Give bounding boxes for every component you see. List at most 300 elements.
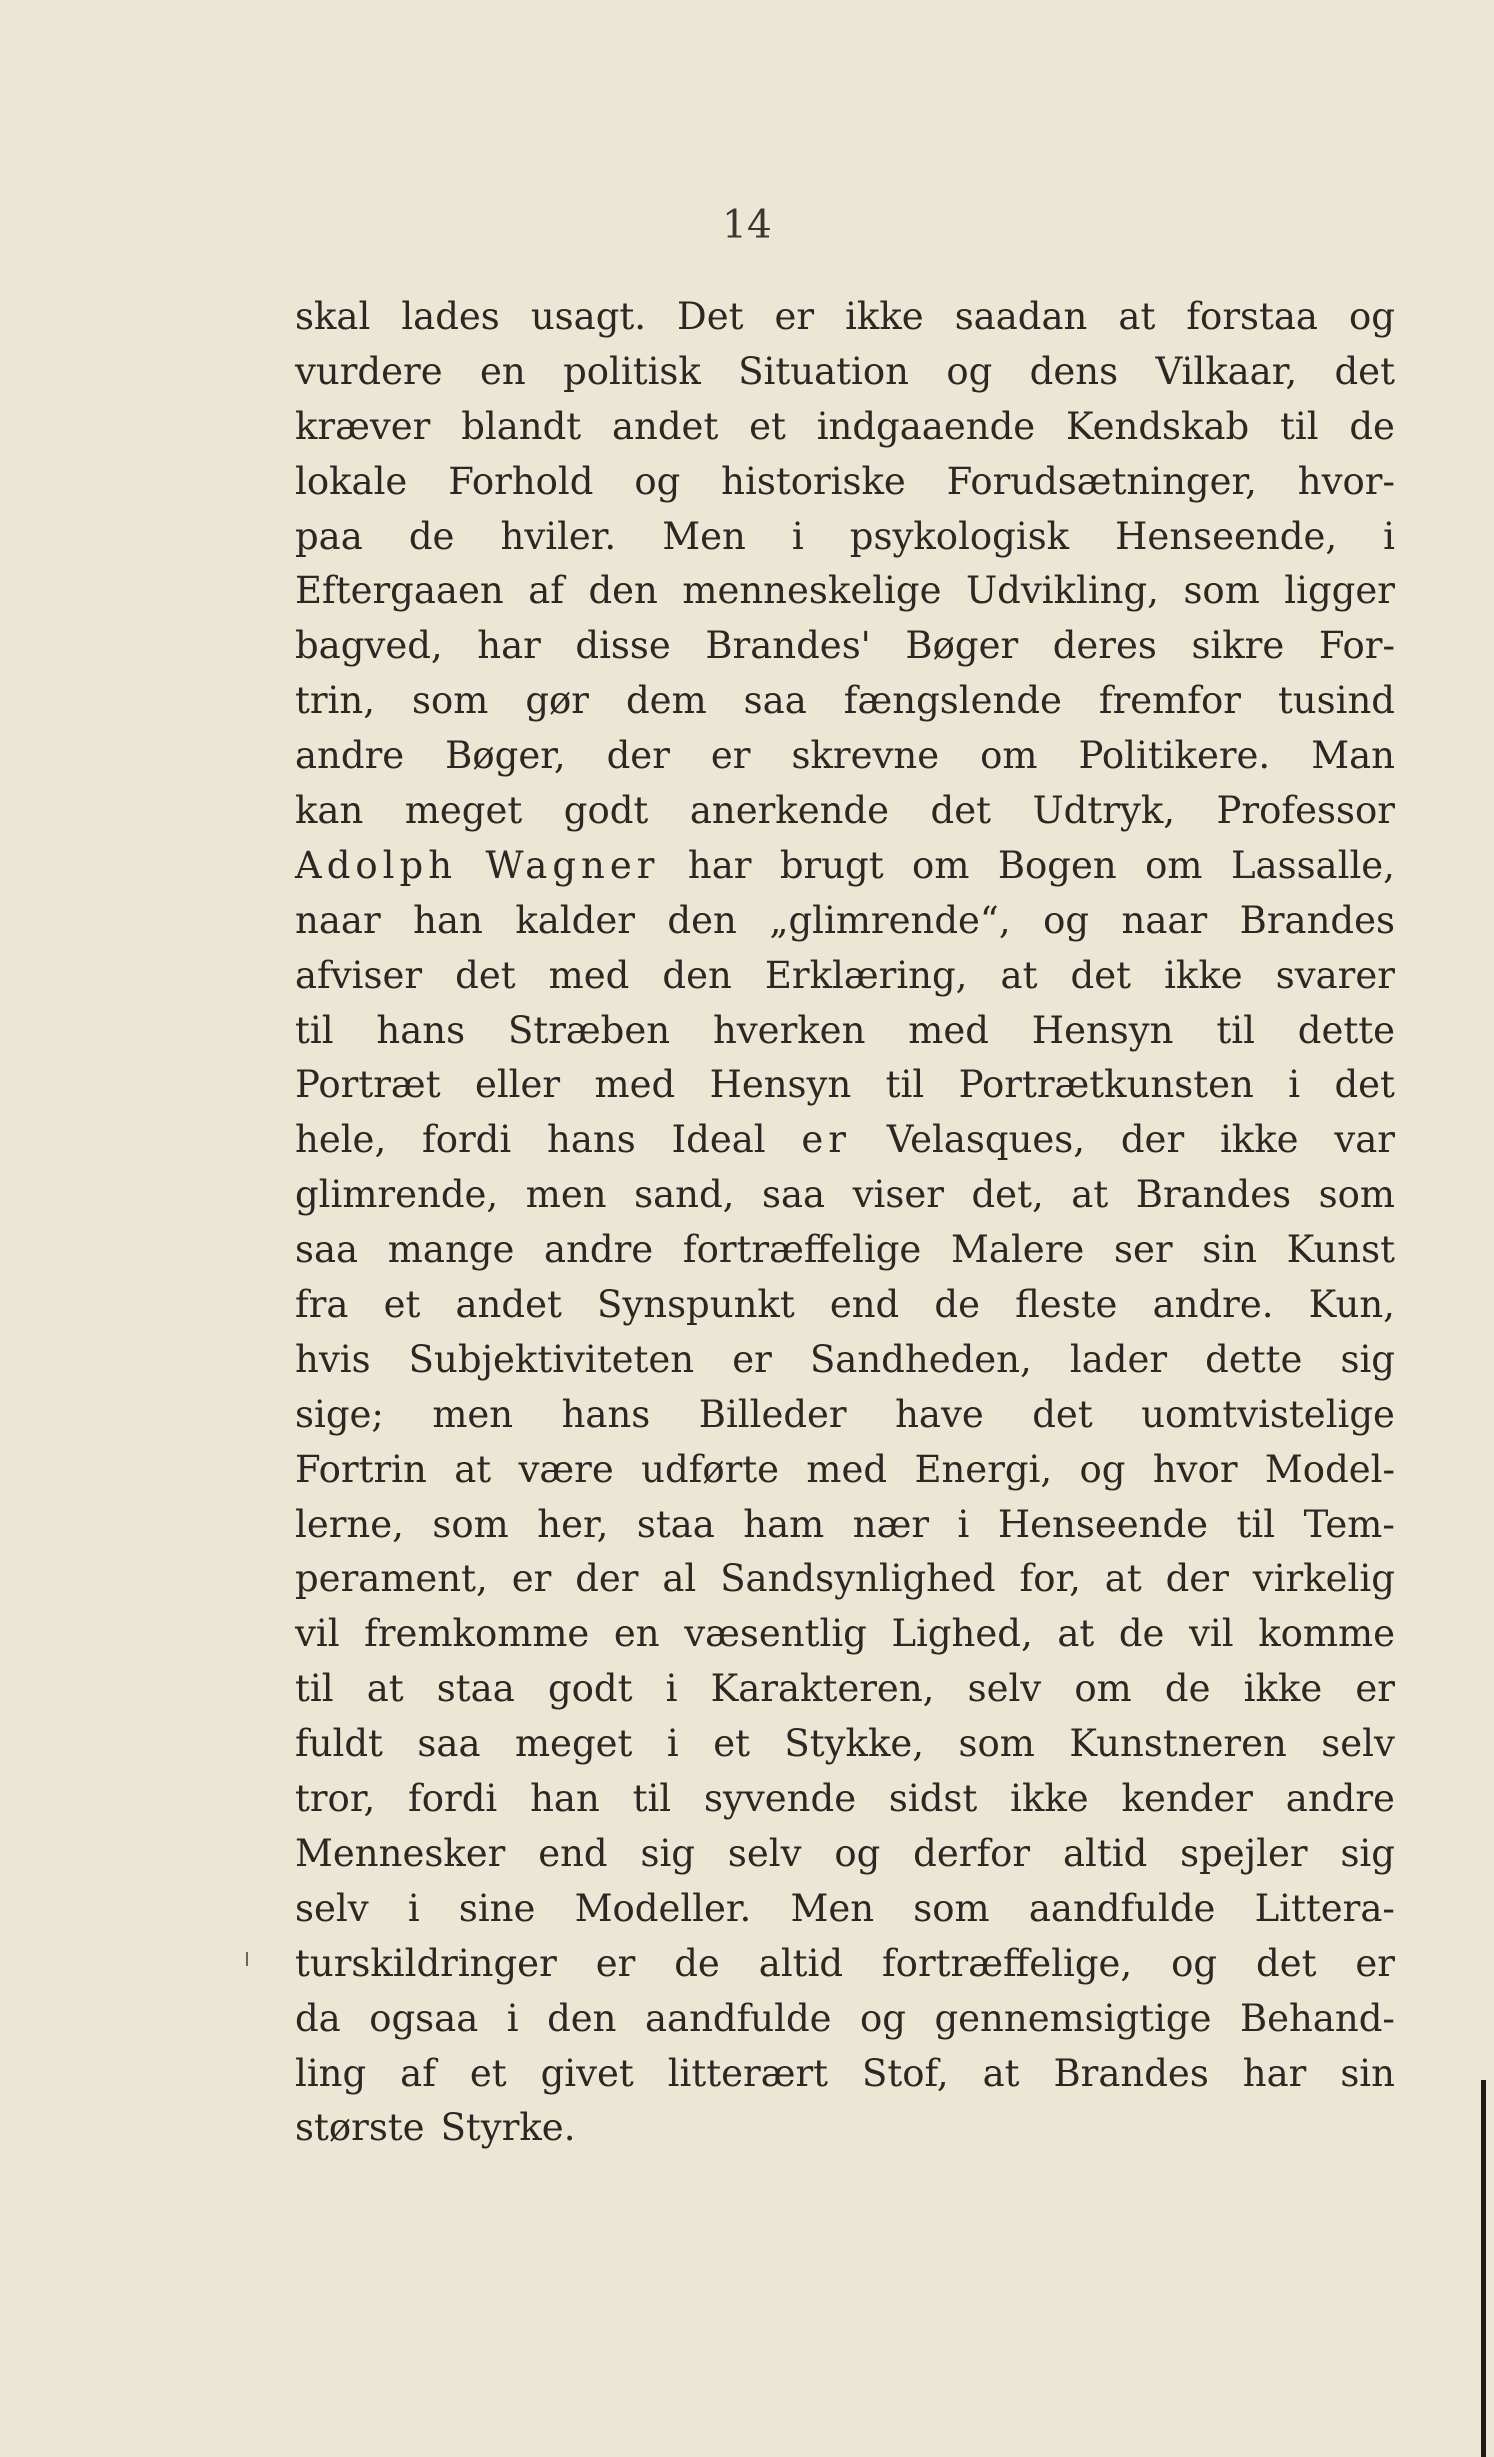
text-word: Stræben (507, 1008, 671, 1052)
text-line (295, 1058, 1395, 1113)
text-word: anerkende (689, 789, 890, 833)
text-word: sidst (888, 1777, 978, 1821)
text-word: Bøger, (445, 734, 566, 778)
text-word: til (295, 1008, 334, 1052)
text-word: viser (852, 1173, 944, 1217)
text-word: af (528, 569, 564, 613)
text-word: givet (540, 2051, 634, 2095)
text-word: komme (1258, 1612, 1395, 1656)
text-word: bagved, (295, 624, 443, 668)
text-word: Mennesker (295, 1831, 506, 1875)
text-word: usagt. (530, 295, 647, 338)
text-word: Behand- (1239, 1996, 1395, 2040)
text-word: andre (1285, 1777, 1395, 1821)
text-word: Professor (1216, 789, 1395, 833)
text-word: de (674, 1941, 720, 1985)
text-word: sin (1340, 2051, 1395, 2095)
text-word: sin (1202, 1228, 1257, 1272)
text-word: saa (743, 679, 807, 723)
text-word: hvor- (1297, 459, 1395, 503)
text-line (295, 2101, 1395, 2156)
text-word: Eftergaaen (295, 569, 504, 613)
text-word: Velasques, (886, 1118, 1086, 1162)
text-word: og (1079, 1447, 1126, 1491)
text-word: og (1349, 295, 1395, 338)
text-word: den (547, 1996, 617, 2040)
text-word: her, (537, 1502, 609, 1546)
text-word: meget (514, 1722, 633, 1766)
text-word: gør (525, 679, 589, 723)
text-word: Situation (738, 349, 909, 393)
text-word: fremkomme (364, 1612, 590, 1656)
text-word: den (588, 569, 658, 613)
text-line (295, 619, 1395, 674)
text-word: Brandes (1135, 1173, 1292, 1217)
text-word: som (411, 679, 489, 723)
text-word: Erklæring, (764, 953, 968, 997)
text-word: fordi (422, 1118, 512, 1162)
text-word: Malere (951, 1228, 1085, 1272)
text-word: andre. (1152, 1283, 1274, 1327)
text-word: Vilkaar, (1155, 349, 1298, 393)
text-line (295, 1498, 1395, 1553)
text-word: Stof, (862, 2051, 949, 2095)
text-word: gennemsigtige (934, 1996, 1212, 2040)
text-word: hans (561, 1392, 651, 1436)
text-line (295, 784, 1395, 839)
text-word: Hensyn (709, 1063, 852, 1107)
text-word: end (538, 1831, 608, 1875)
text-word: er (801, 1118, 851, 1162)
text-word: sikre (1191, 624, 1285, 668)
text-word: da (295, 1996, 341, 2040)
text-word: ikke (1219, 1118, 1299, 1162)
text-word: Portræt (295, 1063, 441, 1107)
text-word: deres (1052, 624, 1157, 668)
text-line (295, 1882, 1395, 1937)
text-word: Lassalle, (1230, 843, 1395, 887)
text-word: have (895, 1392, 984, 1436)
text-line (295, 1278, 1395, 1333)
text-word: saa (417, 1722, 481, 1766)
text-word: Kunst (1286, 1228, 1395, 1272)
text-word: Stykke, (784, 1722, 925, 1766)
text-word: sig (1340, 1337, 1395, 1381)
text-word: dette (1297, 1008, 1395, 1052)
text-word: Tem- (1303, 1502, 1395, 1546)
text-word: brugt (779, 843, 884, 887)
text-word: om (1145, 843, 1203, 887)
text-word: Forudsætninger, (946, 459, 1257, 503)
text-word: Forhold (448, 459, 594, 503)
text-word: de (408, 514, 455, 558)
text-word: selv (967, 1667, 1042, 1711)
text-word: som (913, 1886, 990, 1930)
page-edge-rule (1481, 2080, 1486, 2457)
text-word: dem (626, 679, 707, 723)
text-word: for, (1019, 1557, 1081, 1601)
text-word: saadan (954, 295, 1088, 338)
text-line (295, 729, 1395, 784)
text-word: men (432, 1392, 514, 1436)
text-word: nær (852, 1502, 930, 1546)
text-word: hele, (295, 1118, 387, 1162)
text-word: ling (295, 2051, 367, 2095)
text-word: at (1057, 1612, 1095, 1656)
text-word: hvor (1152, 1447, 1238, 1491)
text-word: den (667, 898, 737, 942)
text-word: væsentlig (684, 1612, 867, 1656)
text-line (295, 510, 1395, 565)
text-word: fuldt (295, 1722, 383, 1766)
text-word: altid (1062, 1831, 1148, 1875)
text-line (295, 1937, 1395, 1992)
text-word: Hensyn (1031, 1008, 1174, 1052)
text-word: med (594, 1063, 676, 1107)
text-word: om (912, 843, 970, 887)
text-word: i (1288, 1063, 1301, 1107)
text-word: var (1334, 1118, 1395, 1162)
text-word: ikke (1164, 953, 1243, 997)
text-word: Modeller. (574, 1886, 752, 1930)
text-word: ser (1113, 1228, 1173, 1272)
text-word: Lighed, (891, 1612, 1033, 1656)
text-word: har (687, 843, 752, 887)
text-word: at (1071, 1173, 1109, 1217)
text-word: Adolph (295, 843, 458, 887)
text-word: eller (474, 1063, 561, 1107)
text-word: menneskelige (682, 569, 942, 613)
text-word: godt (563, 789, 649, 833)
text-word: selv (1321, 1722, 1395, 1766)
text-word: andet (611, 404, 719, 448)
text-line (295, 839, 1395, 894)
text-line (295, 1223, 1395, 1278)
text-word: som (958, 1722, 1035, 1766)
text-word: at (454, 1447, 492, 1491)
text-word: Kendskab (1065, 404, 1250, 448)
text-word: at (1118, 295, 1156, 338)
text-word: syvende (703, 1777, 857, 1821)
text-line (295, 345, 1395, 400)
text-word: staa (436, 1667, 515, 1711)
text-word: et (469, 2051, 507, 2095)
text-word: kalder (515, 898, 635, 942)
text-word: tror, (295, 1777, 376, 1821)
text-line (295, 1827, 1395, 1882)
text-line (295, 1992, 1395, 2047)
text-word: lokale (295, 459, 408, 503)
text-word: om (1074, 1667, 1132, 1711)
text-word: Bogen (997, 843, 1117, 887)
text-word: vil (295, 1612, 340, 1656)
text-word: en (613, 1612, 660, 1656)
text-line (295, 1552, 1395, 1607)
text-word: „glimrende“, (769, 898, 1011, 942)
text-word: er (732, 1337, 772, 1381)
text-word: Politikere. (1078, 734, 1271, 778)
text-word: Bøger (905, 624, 1019, 668)
text-word: men (525, 1173, 607, 1217)
text-word: Synspunkt (596, 1283, 795, 1327)
text-word: andet (455, 1283, 562, 1327)
text-word: selv (295, 1886, 369, 1930)
text-word: er (1355, 1941, 1395, 1985)
text-word: Kun, (1308, 1283, 1395, 1327)
text-line (295, 1607, 1395, 1662)
text-word: det (455, 953, 516, 997)
text-line (295, 2047, 1395, 2102)
text-word: Styrke. (440, 2106, 576, 2150)
text-word: indgaaende (816, 404, 1036, 448)
text-word: derfor (913, 1831, 1031, 1875)
text-word: lader (1069, 1337, 1168, 1381)
text-word: perament, (295, 1557, 488, 1601)
text-word: til (1280, 404, 1319, 448)
text-word: Sandheden, (809, 1337, 1032, 1381)
text-word: i (791, 514, 804, 558)
text-word: aandfulde (644, 1996, 832, 2040)
margin-mark (246, 1952, 248, 1966)
text-word: der (1165, 1557, 1229, 1601)
text-word: Billeder (698, 1392, 847, 1436)
text-word: naar (295, 898, 381, 942)
text-word: Model- (1264, 1447, 1395, 1491)
text-word: staa (636, 1502, 715, 1546)
text-word: lerne, (295, 1502, 404, 1546)
text-word: er (511, 1557, 552, 1601)
text-word: Energi, (914, 1447, 1053, 1491)
text-word: og (946, 349, 993, 393)
text-word: ligger (1284, 569, 1395, 613)
text-word: og (860, 1996, 906, 2040)
text-word: hvis (295, 1337, 371, 1381)
body-text (295, 290, 1395, 2156)
text-word: dette (1205, 1337, 1303, 1381)
text-word: ikke (1243, 1667, 1323, 1711)
text-word: er (1355, 1667, 1395, 1711)
text-line (295, 894, 1395, 949)
text-line (295, 1113, 1395, 1168)
text-word: al (662, 1557, 697, 1601)
text-word: Brandes (1239, 898, 1395, 942)
text-word: et (713, 1722, 750, 1766)
text-word: Portrætkunsten (958, 1063, 1254, 1107)
text-word: og (634, 459, 681, 503)
text-word: med (548, 953, 630, 997)
text-word: i (665, 1667, 678, 1711)
text-line (295, 1004, 1395, 1059)
text-word: kræver (295, 404, 431, 448)
text-word: glimrende, (295, 1173, 499, 1217)
text-word: Karakteren, (710, 1667, 935, 1711)
text-word: saa (295, 1228, 359, 1272)
text-word: i (666, 1722, 679, 1766)
text-word: sine (458, 1886, 536, 1930)
text-word: spejler (1180, 1831, 1308, 1875)
text-word: til (1216, 1008, 1255, 1052)
text-word: uomtvistelige (1141, 1392, 1395, 1436)
text-word: som (1183, 569, 1260, 613)
text-word: og (834, 1831, 881, 1875)
text-word: ikke (845, 295, 924, 338)
text-word: saa (761, 1173, 826, 1217)
text-word: et (749, 404, 786, 448)
text-word: Det (677, 295, 744, 338)
text-word: det (1032, 1392, 1093, 1436)
text-word: at (366, 1667, 404, 1711)
text-word: de (1349, 404, 1395, 448)
text-word: største (295, 2106, 425, 2150)
text-word: det (1256, 1941, 1317, 1985)
text-word: de (1118, 1612, 1165, 1656)
text-word: de (934, 1283, 980, 1327)
text-word: hviler. (500, 514, 617, 558)
text-word: virkelig (1252, 1557, 1395, 1601)
text-word: lades (401, 295, 500, 338)
text-word: Kunstneren (1069, 1722, 1287, 1766)
text-word: mange (387, 1228, 515, 1272)
text-word: der (575, 1557, 639, 1601)
text-word: Brandes (1053, 2051, 1209, 2095)
text-word: det (1334, 349, 1395, 393)
text-word: politisk (563, 349, 701, 393)
text-word: i (1383, 514, 1395, 558)
text-word: fortræffelige (682, 1228, 922, 1272)
text-word: skal (295, 295, 371, 338)
text-word: sige; (295, 1392, 384, 1436)
text-word: Sandsynlighed (720, 1557, 996, 1601)
text-word: vurdere (295, 349, 443, 393)
text-word: fra (295, 1283, 349, 1327)
text-word: selv (727, 1831, 802, 1875)
text-word: som (1318, 1173, 1395, 1217)
text-line (295, 1443, 1395, 1498)
text-word: forstaa (1186, 295, 1318, 338)
text-word: For- (1318, 624, 1395, 668)
text-word: de (1164, 1667, 1211, 1711)
text-line (295, 1662, 1395, 1717)
text-word: at (1000, 953, 1038, 997)
text-word: naar (1121, 898, 1208, 942)
text-word: hans (547, 1118, 636, 1162)
text-word: har (1242, 2051, 1307, 2095)
text-word: det (1334, 1063, 1395, 1107)
text-word: disse (575, 624, 671, 668)
text-word: trin, (295, 679, 375, 723)
text-word: Men (790, 1886, 875, 1930)
text-word: i (506, 1996, 519, 2040)
text-word: være (518, 1447, 614, 1491)
text-word: Littera- (1254, 1886, 1395, 1930)
text-word: ham (743, 1502, 825, 1546)
text-word: udførte (641, 1447, 780, 1491)
text-line (295, 1388, 1395, 1443)
text-word: Ideal (671, 1118, 766, 1162)
text-word: er (710, 734, 751, 778)
text-word: til (1236, 1502, 1276, 1546)
text-word: sig (640, 1831, 695, 1875)
text-word: at (1104, 1557, 1142, 1601)
text-word: Udtryk, (1032, 789, 1176, 833)
text-word: har (477, 624, 541, 668)
text-word: er (595, 1941, 636, 1985)
text-line (295, 674, 1395, 729)
text-word: og (1043, 898, 1090, 942)
page-number: 14 (722, 203, 772, 248)
text-line (295, 1333, 1395, 1388)
text-word: han (413, 898, 483, 942)
text-word: af (400, 2051, 436, 2095)
text-word: som (432, 1502, 509, 1546)
text-word: psykologisk (849, 514, 1070, 558)
text-word: sig (1340, 1831, 1395, 1875)
text-word: det (930, 789, 991, 833)
text-word: med (908, 1008, 989, 1052)
text-word: en (479, 349, 526, 393)
text-word: i (957, 1502, 970, 1546)
text-word: fremfor (1098, 679, 1241, 723)
text-word: med (806, 1447, 888, 1491)
text-word: der (1120, 1118, 1185, 1162)
text-line (295, 564, 1395, 619)
text-word: aandfulde (1028, 1886, 1216, 1930)
text-word: det (1070, 953, 1131, 997)
text-word: historiske (721, 459, 906, 503)
text-word: Man (1311, 734, 1395, 778)
text-word: sand, (634, 1173, 735, 1217)
text-line (295, 1772, 1395, 1827)
text-word: Wagner (485, 843, 660, 887)
text-line (295, 1717, 1395, 1772)
text-word: hverken (712, 1008, 866, 1052)
text-word: Henseende, (1115, 514, 1338, 558)
text-word: hans (376, 1008, 466, 1052)
text-word: tusind (1277, 679, 1395, 723)
text-word: Subjektiviteten (408, 1337, 695, 1381)
text-word: altid (758, 1941, 844, 1985)
text-line (295, 949, 1395, 1004)
text-word: paa (295, 514, 363, 558)
text-word: fordi (408, 1777, 498, 1821)
text-word: end (829, 1283, 900, 1327)
text-word: der (606, 734, 670, 778)
text-word: svarer (1275, 953, 1395, 997)
text-word: godt (547, 1667, 633, 1711)
text-word: skrevne (791, 734, 940, 778)
text-line (295, 290, 1395, 345)
text-word: litterært (667, 2051, 829, 2095)
text-line (295, 455, 1395, 510)
text-word: turskildringer (295, 1941, 557, 1985)
text-word: ikke (1010, 1777, 1089, 1821)
text-word: Brandes' (705, 624, 871, 668)
text-word: andre (544, 1228, 654, 1272)
text-word: at (982, 2051, 1020, 2095)
text-word: afviser (295, 953, 423, 997)
text-word: fængslende (843, 679, 1062, 723)
text-word: kender (1121, 1777, 1253, 1821)
text-word: andre (295, 734, 405, 778)
text-word: det, (971, 1173, 1044, 1217)
text-word: til (295, 1667, 334, 1711)
text-word: i (407, 1886, 420, 1930)
text-word: den (662, 953, 732, 997)
text-word: og (1171, 1941, 1218, 1985)
text-word: Henseende (997, 1502, 1209, 1546)
text-word: meget (404, 789, 523, 833)
text-word: fortræffelige, (881, 1941, 1133, 1985)
